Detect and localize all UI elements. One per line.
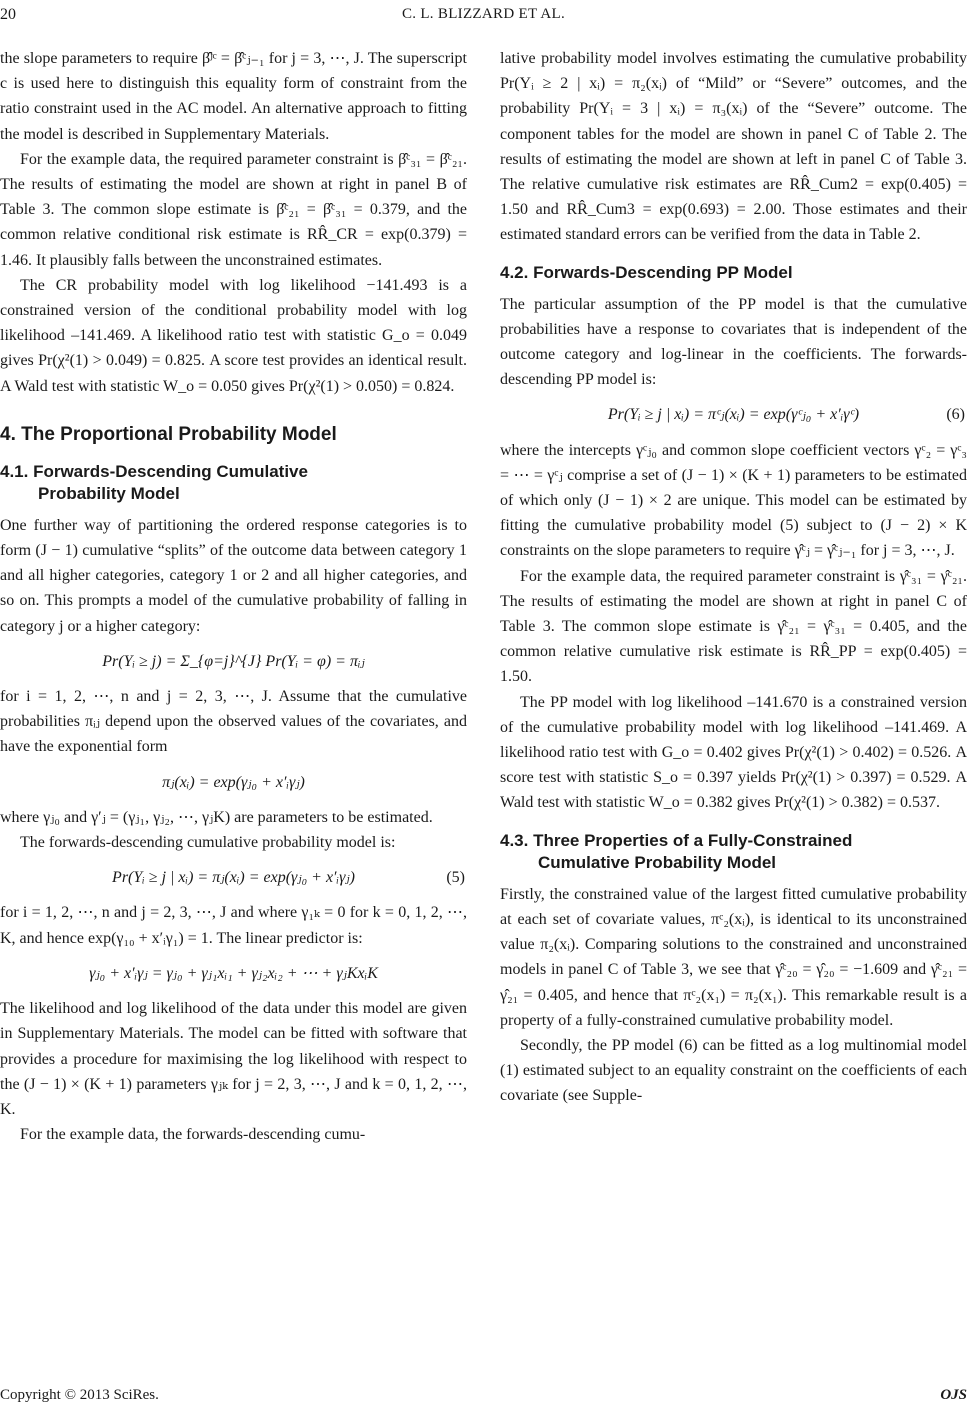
left-column <box>0 46 467 1147</box>
right-column <box>500 46 967 1109</box>
page-number: 20 <box>0 6 16 23</box>
paragraph: where the intercepts γᶜⱼ₀ and common slope coefficient vectors γᶜ₂ = γᶜ₃ = ⋯ = γᶜⱼ comprise a set of (J − 1) × (K + 1) parameters to be estimated of which only (J − 1) × 2 are unique. This model can be estimated by fitting the cumulative probability model (5) subject to (J − 2) × K constraints on the slope parameters to require γ̂ᶜⱼ = γ̂ᶜⱼ₋₁ for j = 3, ⋯, J. <box>500 441 967 560</box>
equation-number: (5) <box>446 869 465 887</box>
paragraph: For the example data, the required parameter constraint is γ̂ᶜ₃₁ = γ̂ᶜ₂₁. The results of estimating the model are shown at right in panel C of Table 3. The common slope estimate is γ̂ᶜ₂₁ = γ̂ᶜ₃₁ = 0.405, and the common relative cumulative risk estimate is RR̂_PP = exp(0.405) = 1.50. <box>500 567 967 686</box>
subsection-heading-line1: 4.1. Forwards-Descending Cumulative <box>0 461 308 481</box>
paragraph: The CR probability model with log likelihood −141.493 is a constrained version of the conditional probability model with log likelihood –141.469. A likelihood ratio test with statistic G_o = 0.049 gives Pr(χ²(1) > 0.049) = 0.825. A score test provides an identical result. A Wald test with statistic W_o = 0.050 gives Pr(χ²(1) > 0.050) = 0.824. <box>0 276 467 395</box>
equation-body: Pr(Yᵢ ≥ j | xᵢ) = πⱼ(xᵢ) = exp(γⱼ₀ + x′ᵢγⱼ) <box>112 869 355 887</box>
journal-abbrev: OJS <box>940 1387 967 1403</box>
paragraph: Secondly, the PP model (6) can be fitted as a log multinomial model (1) estimated subject to an equality constraint on the coefficients of each covariate (see Supple- <box>500 1036 967 1105</box>
copyright: Copyright © 2013 SciRes. <box>0 1387 159 1403</box>
paragraph: For the example data, the required parameter constraint is β̂ᶜ₃₁ = β̂ᶜ₂₁. The results of estimating the model are shown at right in panel B of Table 3. The common slope estimate is β̂ᶜ₂₁ = β̂ᶜ₃₁ = 0.379, and the common relative conditional risk estimate is RR̂_CR = exp(0.379) = 1.46. It plausibly falls between the unconstrained estimates. <box>0 150 467 269</box>
equation: πⱼ(xᵢ) = exp(γⱼ₀ + x′ᵢγⱼ) <box>162 773 305 791</box>
paragraph: The PP model with log likelihood –141.670 is a constrained version of the cumulative probability model with log likelihood –141.469. A likelihood ratio test with G_o = 0.402 gives Pr(χ²(1) > 0.402) = 0.526. A score test with statistic S_o = 0.397 yields Pr(χ²(1) > 0.397) = 0.529. A Wald test with statistic W_o = 0.382 gives Pr(χ²(1) > 0.382) = 0.537. <box>500 693 967 812</box>
paragraph: the slope parameters to require β̂ʲᶜ = β̂ᶜⱼ₋₁ for j = 3, ⋯, J. The superscript c is used here to distinguish this equality form of constraint from the ratio constraint used in the AC model. An alternative approach to fitting the model is described in Supplementary Materials. <box>0 50 467 143</box>
subsection-heading: 4.2. Forwards-Descending PP Model <box>500 262 793 282</box>
running-header <box>0 6 967 28</box>
section-heading: 4. The Proportional Probability Model <box>0 423 337 445</box>
subsection-heading <box>500 830 967 874</box>
paragraph: One further way of partitioning the ordered response categories is to form (J − 1) cumulative “splits” of the outcome data between category 1 and all higher categories, category 1 or 2 and all higher categories, and so on. This prompts a model of the cumulative probability of falling in category j or a higher category: <box>0 516 467 635</box>
paragraph: The particular assumption of the PP model is that the cumulative probabilities have a response to covariates that is independent of the outcome category and log-linear in the coefficients. The forwards-descending PP model is: <box>500 295 967 389</box>
paragraph: for i = 1, 2, ⋯, n and j = 2, 3, ⋯, J. Assume that the cumulative probabilities πᵢⱼ depend upon the observed values of the covariates, and have the exponential form <box>0 688 467 756</box>
equation: γⱼ₀ + x′ᵢγⱼ = γⱼ₀ + γⱼ₁xᵢ₁ + γⱼ₂xᵢ₂ + ⋯ + γⱼKxᵢK <box>89 964 378 982</box>
equation: Pr(Yᵢ ≥ j) = Σ_{φ=j}^{J} Pr(Yᵢ = φ) = πᵢⱼ <box>102 652 365 670</box>
subsection-heading-line1: 4.3. Three Properties of a Fully-Constrained <box>500 830 853 850</box>
running-title: C. L. BLIZZARD ET AL. <box>401 6 566 22</box>
subsection-heading-line2: Probability Model <box>38 483 180 503</box>
paragraph: For the example data, the forwards-descending cumu- <box>20 1126 366 1144</box>
paragraph: where γⱼ₀ and γ′ⱼ = (γⱼ₁, γⱼ₂, ⋯, γⱼK) are parameters to be estimated. <box>0 808 433 826</box>
paragraph: for i = 1, 2, ⋯, n and j = 2, 3, ⋯, J and where γ₁ₖ = 0 for k = 0, 1, 2, ⋯, K, and hence exp(γ₁₀ + x′ᵢγ₁) = 1. The linear predictor is: <box>0 904 467 947</box>
page-footer <box>0 1387 967 1407</box>
paragraph: The forwards-descending cumulative probability model is: <box>20 834 396 852</box>
paragraph: The likelihood and log likelihood of the data under this model are given in Supplementary Materials. The model can be fitted with software that provides a procedure for maximising the log likelihood with respect to the (J − 1) × (K + 1) parameters γⱼₖ for j = 2, 3, ⋯, J and k = 0, 1, 2, ⋯, K. <box>0 1000 467 1118</box>
paragraph: lative probability model involves estimating the cumulative probability Pr(Yᵢ ≥ 2 | xᵢ) = π₂(xᵢ) of “Mild” or “Severe” outcomes, and the probability Pr(Yᵢ = 3 | xᵢ) = π₃(xᵢ) of the “Severe” outcome. The component tables for the model are shown in panel C of Table 2. The results of estimating the model are shown at left in panel C of Table 3. The relative cumulative risk estimates are RR̂_Cum2 = exp(0.405) = 1.50 and RR̂_Cum3 = exp(0.693) = 2.00. Those estimates and their estimated standard errors can be verified from the data in Table 2. <box>500 50 967 244</box>
equation-number: (6) <box>946 406 965 424</box>
equation-6 <box>500 402 967 427</box>
paragraph: Firstly, the constrained value of the largest fitted cumulative probability at each set of covariate values, πᶜ₂(xᵢ), is identical to its unconstrained value π₂(xᵢ). Comparing solutions to the constrained and unconstrained models in panel C of Table 3, we see that γ̂ᶜ₂₀ = γ̂₂₀ = −1.609 and γ̂ᶜ₂₁ = γ̂₂₁ = 0.405, and hence that πᶜ₂(x₁) = π₂(x₁). This remarkable result is a property of a fully-constrained cumulative probability model. <box>500 885 967 1029</box>
subsection-heading <box>0 461 467 505</box>
equation-body: Pr(Yᵢ ≥ j | xᵢ) = πᶜⱼ(xᵢ) = exp(γᶜⱼ₀ + x′ᵢγᶜ) <box>607 406 860 424</box>
subsection-heading-line2: Cumulative Probability Model <box>538 852 777 872</box>
equation-5 <box>0 865 467 890</box>
